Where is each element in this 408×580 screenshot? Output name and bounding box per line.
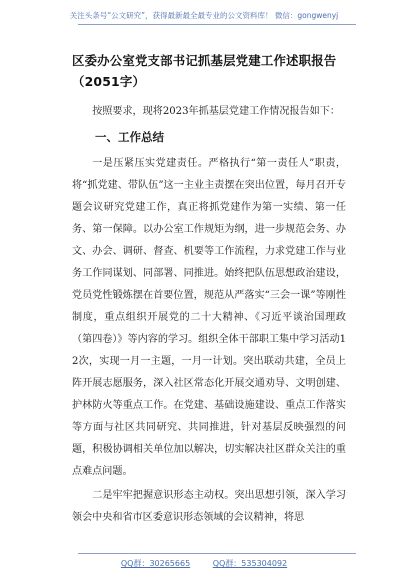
footer bbox=[0, 558, 408, 569]
intro-paragraph: 按照要求，现将2023年抓基层党建工作情况报告如下： bbox=[92, 106, 340, 117]
footer-divider bbox=[78, 553, 356, 554]
document-body bbox=[72, 50, 346, 531]
header-banner: 关注头条号“公文研究”，获得最新最全最专业的公文资料库！ 微信：gongwenyj bbox=[69, 11, 339, 20]
header-divider bbox=[78, 24, 356, 25]
paragraph-1: 一是压紧压实党建责任。严格执行“第一责任人”职责，将“抓党建、带队伍”这一主业主责摆在突出位置，每月召开专题会议研究党建工作，真正将抓党建作为第一实绩、第一任务、第一保障。以办公室工作规矩为纲，进一步规范会务、办文、办会、调研、督查、机要等工作流程，力求党建工作与业务工作同谋划、同部署、同推进。始终把队伍思想政治建设，党员党性锻炼摆在首要位置，规范从严落实“三会一课”等刚性制度，重点组织开展党的二十大精神、《习近平谈治国理政（第四卷）》等内容的学习。组织全体干部职工集中学习活动12次，实现一月一主题，一月一计划。突出联动共建，全员上阵开展志愿服务，深入社区常态化开展交通劝导、文明创建、护林防火等重点工作。在党建、基础设施建设、重点工作落实等方面与社区共同研究、共同推进，针对基层反映强烈的问题，积极协调相关单位加以解决，切实解决社区群众关注的重点难点问题。 bbox=[72, 158, 346, 477]
footer-qq-group-2[interactable]: QQ群：535304092 bbox=[212, 559, 288, 568]
document-title: 区委办公室党支部书记抓基层党建工作述职报告（2051字） bbox=[72, 53, 337, 89]
section-heading: 一、工作总结 bbox=[95, 130, 164, 144]
paragraph-2: 二是牢牢把握意识形态主动权。突出思想引领，深入学习领会中央和省市区委意识形态领域的会议精神，将思 bbox=[72, 490, 346, 523]
footer-qq-group-1[interactable]: QQ群：30265665 bbox=[120, 559, 191, 568]
